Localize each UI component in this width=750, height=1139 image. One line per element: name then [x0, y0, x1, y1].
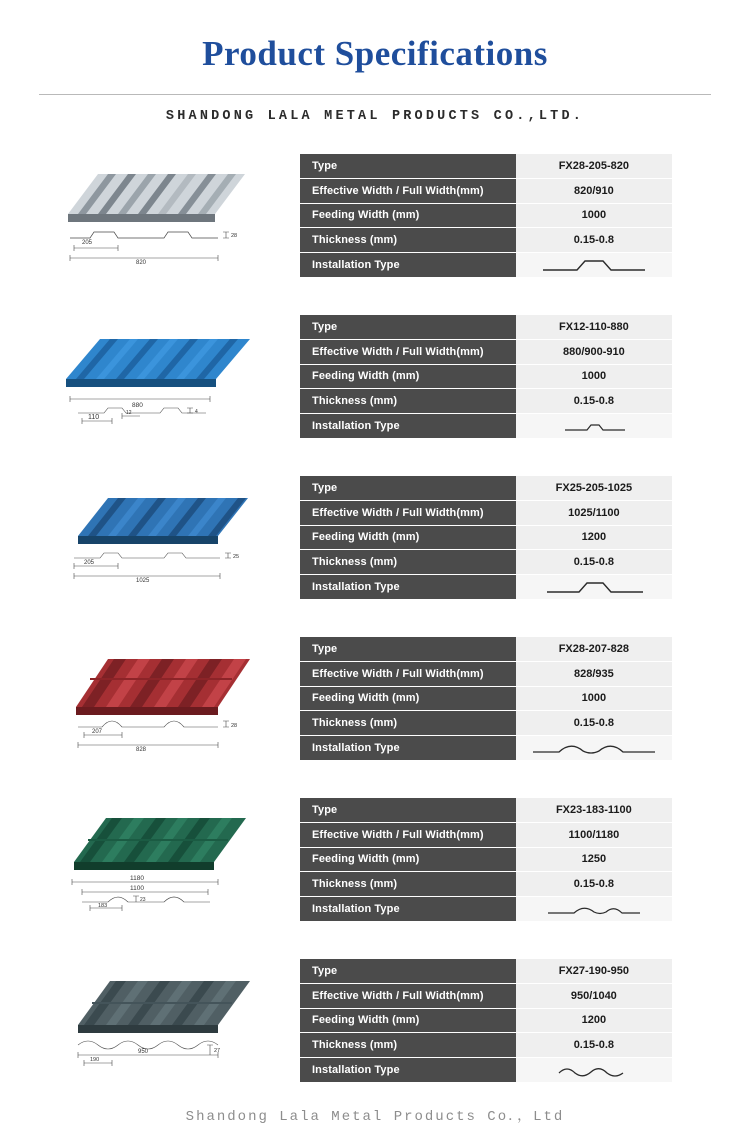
- product-image: [0, 629, 300, 755]
- svg-text:1100: 1100: [130, 885, 144, 892]
- spec-label-installation-type: Installation Type: [300, 1057, 516, 1082]
- spec-label-type: Type: [300, 959, 516, 984]
- table-row: [300, 637, 672, 662]
- svg-text:950: 950: [138, 1049, 149, 1055]
- spec-label-feeding-width: Feeding Width (mm): [300, 364, 516, 389]
- spec-label-installation-type: Installation Type: [300, 574, 516, 599]
- svg-text:880: 880: [132, 402, 143, 409]
- table-row: [300, 550, 672, 575]
- spec-label-effective-width: Effective Width / Full Width(mm): [300, 984, 516, 1009]
- spec-label-type: Type: [300, 637, 516, 662]
- svg-text:1025: 1025: [136, 578, 150, 584]
- svg-text:1180: 1180: [130, 875, 144, 882]
- spec-label-type: Type: [300, 315, 516, 340]
- profile-icon-cell: [516, 413, 672, 438]
- spec-label-feeding-width: Feeding Width (mm): [300, 1008, 516, 1033]
- spec-label-installation-type: Installation Type: [300, 896, 516, 921]
- spec-value-effective-width: 1100/1180: [516, 823, 672, 848]
- roof-sheet-illustration-4: [60, 635, 270, 755]
- spec-value-feeding-width: 1200: [516, 1008, 672, 1033]
- table-row: [300, 315, 672, 340]
- table-row: [300, 662, 672, 687]
- header-divider: [39, 94, 711, 95]
- table-row: [300, 959, 672, 984]
- product-spec-table: [300, 790, 750, 921]
- table-row: [300, 984, 672, 1009]
- svg-text:205: 205: [82, 240, 93, 246]
- svg-text:110: 110: [88, 414, 100, 421]
- table-row: [300, 896, 672, 921]
- spec-value-feeding-width: 1250: [516, 847, 672, 872]
- product-row: [0, 790, 750, 951]
- spec-value-feeding-width: 1000: [516, 364, 672, 389]
- table-row: [300, 1033, 672, 1058]
- product-spec-table: [300, 629, 750, 760]
- product-row: [0, 629, 750, 790]
- spec-value-feeding-width: 1000: [516, 203, 672, 228]
- spec-value-type: FX25-205-1025: [516, 476, 672, 501]
- spec-value-feeding-width: 1200: [516, 525, 672, 550]
- product-row: [0, 307, 750, 468]
- product-spec-table: [300, 146, 750, 277]
- product-image: [0, 307, 300, 433]
- spec-label-type: Type: [300, 798, 516, 823]
- roof-sheet-illustration-5: [60, 796, 270, 916]
- spec-label-thickness: Thickness (mm): [300, 711, 516, 736]
- svg-text:27: 27: [214, 1048, 221, 1054]
- spec-value-thickness: 0.15-0.8: [516, 389, 672, 414]
- product-spec-table: [300, 307, 750, 438]
- table-row: [300, 1008, 672, 1033]
- svg-text:23: 23: [140, 897, 146, 903]
- product-row: [0, 146, 750, 307]
- wave-rib-icon: [529, 739, 659, 757]
- table-row: [300, 525, 672, 550]
- table-row: [300, 476, 672, 501]
- product-spec-table: [300, 468, 750, 599]
- profile-icon-cell: [516, 896, 672, 921]
- svg-text:207: 207: [92, 729, 103, 735]
- spec-label-thickness: Thickness (mm): [300, 389, 516, 414]
- spec-label-type: Type: [300, 476, 516, 501]
- table-row: [300, 179, 672, 204]
- spec-value-effective-width: 820/910: [516, 179, 672, 204]
- profile-icon-cell: [516, 1057, 672, 1082]
- table-row: [300, 798, 672, 823]
- product-row: [0, 951, 750, 1112]
- spec-label-feeding-width: Feeding Width (mm): [300, 525, 516, 550]
- spec-label-installation-type: Installation Type: [300, 413, 516, 438]
- svg-text:28: 28: [231, 233, 238, 239]
- spec-value-thickness: 0.15-0.8: [516, 228, 672, 253]
- page-title: Product Specifications: [202, 34, 548, 73]
- table-row: [300, 389, 672, 414]
- roof-sheet-illustration-6: [60, 957, 270, 1077]
- svg-text:25: 25: [233, 554, 240, 560]
- spec-value-type: FX12-110-880: [516, 315, 672, 340]
- spec-label-thickness: Thickness (mm): [300, 1033, 516, 1058]
- product-row: [0, 468, 750, 629]
- page-footer: Shandong Lala Metal Products Co．，Ltd: [185, 1109, 565, 1125]
- roof-sheet-illustration-2: [60, 313, 270, 433]
- spec-value-effective-width: 828/935: [516, 662, 672, 687]
- spec-label-effective-width: Effective Width / Full Width(mm): [300, 823, 516, 848]
- spec-label-thickness: Thickness (mm): [300, 872, 516, 897]
- product-image: [0, 790, 300, 916]
- table-row: [300, 574, 672, 599]
- svg-text:12: 12: [126, 410, 132, 416]
- svg-text:183: 183: [98, 903, 108, 909]
- profile-icon-cell: [516, 574, 672, 599]
- table-row: [300, 686, 672, 711]
- table-row: [300, 154, 672, 179]
- table-row: [300, 364, 672, 389]
- table-row: [300, 340, 672, 365]
- spec-label-type: Type: [300, 154, 516, 179]
- roof-sheet-illustration-1: [60, 152, 270, 272]
- table-row: [300, 1057, 672, 1082]
- spec-label-effective-width: Effective Width / Full Width(mm): [300, 179, 516, 204]
- trapezoid-rib-icon: [539, 256, 649, 274]
- spec-value-effective-width: 1025/1100: [516, 501, 672, 526]
- product-image: [0, 146, 300, 272]
- profile-icon-cell: [516, 735, 672, 760]
- spec-value-type: FX23-183-1100: [516, 798, 672, 823]
- svg-text:28: 28: [231, 723, 238, 729]
- svg-text:190: 190: [90, 1057, 100, 1063]
- spec-label-feeding-width: Feeding Width (mm): [300, 847, 516, 872]
- spec-label-effective-width: Effective Width / Full Width(mm): [300, 662, 516, 687]
- table-row: [300, 735, 672, 760]
- low-rib-icon: [539, 417, 649, 435]
- table-row: [300, 847, 672, 872]
- spec-value-effective-width: 950/1040: [516, 984, 672, 1009]
- spec-label-installation-type: Installation Type: [300, 252, 516, 277]
- company-name: SHANDONG LALA METAL PRODUCTS CO.,LTD.: [165, 109, 585, 124]
- table-row: [300, 711, 672, 736]
- table-row: [300, 252, 672, 277]
- spec-value-type: FX28-205-820: [516, 154, 672, 179]
- spec-value-effective-width: 880/900-910: [516, 340, 672, 365]
- spec-label-effective-width: Effective Width / Full Width(mm): [300, 501, 516, 526]
- spec-label-thickness: Thickness (mm): [300, 550, 516, 575]
- table-row: [300, 501, 672, 526]
- svg-text:828: 828: [136, 747, 147, 753]
- spec-label-effective-width: Effective Width / Full Width(mm): [300, 340, 516, 365]
- table-row: [300, 872, 672, 897]
- table-row: [300, 413, 672, 438]
- wave-low-icon: [534, 900, 654, 918]
- page-header: [0, 0, 750, 124]
- spec-value-type: FX27-190-950: [516, 959, 672, 984]
- spec-label-installation-type: Installation Type: [300, 735, 516, 760]
- table-row: [300, 203, 672, 228]
- spec-value-thickness: 0.15-0.8: [516, 1033, 672, 1058]
- svg-text:820: 820: [136, 260, 147, 266]
- table-row: [300, 228, 672, 253]
- double-wave-icon: [539, 1061, 649, 1079]
- spec-value-thickness: 0.15-0.8: [516, 711, 672, 736]
- roof-sheet-illustration-3: [60, 474, 270, 594]
- profile-icon-cell: [516, 252, 672, 277]
- table-row: [300, 823, 672, 848]
- spec-value-thickness: 0.15-0.8: [516, 550, 672, 575]
- spec-value-type: FX28-207-828: [516, 637, 672, 662]
- spec-value-thickness: 0.15-0.8: [516, 872, 672, 897]
- product-spec-table: [300, 951, 750, 1082]
- product-image: [0, 951, 300, 1077]
- spec-label-feeding-width: Feeding Width (mm): [300, 203, 516, 228]
- product-rows: [0, 146, 750, 1112]
- product-image: [0, 468, 300, 594]
- trapezoid-rib-icon: [539, 578, 649, 596]
- spec-label-feeding-width: Feeding Width (mm): [300, 686, 516, 711]
- svg-text:205: 205: [84, 560, 95, 566]
- svg-text:4: 4: [195, 409, 198, 415]
- spec-value-feeding-width: 1000: [516, 686, 672, 711]
- spec-label-thickness: Thickness (mm): [300, 228, 516, 253]
